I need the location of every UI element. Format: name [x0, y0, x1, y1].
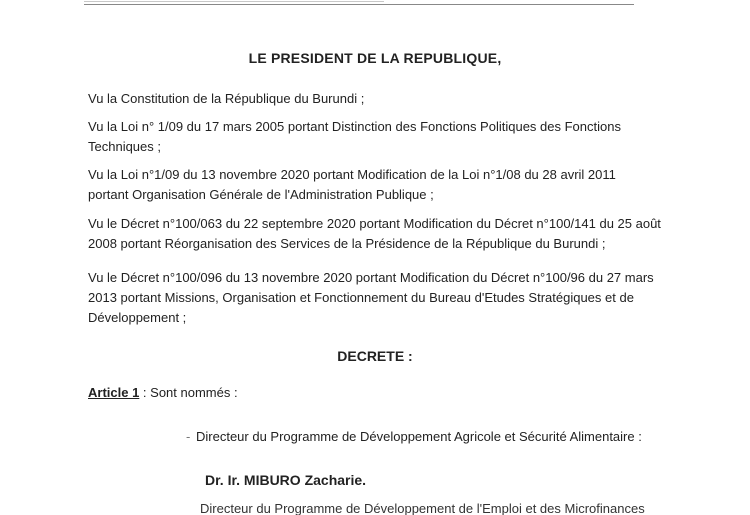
- text-line: portant Organisation Générale de l'Administration Publique ;: [88, 187, 434, 202]
- appointment-item: [186, 429, 642, 444]
- vu-paragraph-decret-063: [88, 214, 661, 254]
- vu-paragraph-loi-2020: [88, 165, 658, 205]
- text-line: Vu la Constitution de la République du Burundi ;: [88, 91, 365, 106]
- vu-paragraph-loi-2005: [88, 117, 658, 157]
- article-1: [88, 385, 238, 400]
- appointee-name: Dr. Ir. MIBURO Zacharie.: [205, 472, 367, 488]
- text-line: Vu la Loi n°1/09 du 13 novembre 2020 portant Modification de la Loi n°1/08 du 28 avril 2011: [88, 167, 616, 182]
- vu-paragraph-constitution: [88, 89, 658, 109]
- header-rule-faint: [84, 1, 384, 2]
- cut-off-line: Directeur du Programme de Développement de l'Emploi et des Microfinances: [200, 501, 645, 515]
- text-line: 2008 portant Réorganisation des Services de la Présidence de la République du Burundi ;: [88, 236, 606, 251]
- text-line: Vu le Décret n°100/063 du 22 septembre 2020 portant Modification du Décret n°100/141 du 25 août: [88, 216, 661, 231]
- appointment-title: Directeur du Programme de Développement Agricole et Sécurité Alimentaire :: [196, 429, 642, 444]
- text-line: Développement ;: [88, 310, 187, 325]
- article-label: Article 1: [88, 385, 140, 400]
- list-dash: -: [186, 429, 191, 444]
- decree-heading: DECRETE :: [337, 348, 413, 364]
- vu-paragraph-decret-096: [88, 268, 658, 328]
- article-text: : Sont nommés :: [139, 385, 238, 400]
- text-line: 2013 portant Missions, Organisation et Fonctionnement du Bureau d'Etudes Stratégiques et de: [88, 290, 634, 305]
- header-rule: [84, 4, 634, 5]
- text-line: Vu le Décret n°100/096 du 13 novembre 2020 portant Modification du Décret n°100/96 du 27 mars: [88, 270, 654, 285]
- text-line: Vu la Loi n° 1/09 du 17 mars 2005 portant Distinction des Fonctions Politiques des Fonctions: [88, 119, 621, 134]
- text-line: Techniques ;: [88, 139, 161, 154]
- page-title: LE PRESIDENT DE LA REPUBLIQUE,: [248, 50, 502, 66]
